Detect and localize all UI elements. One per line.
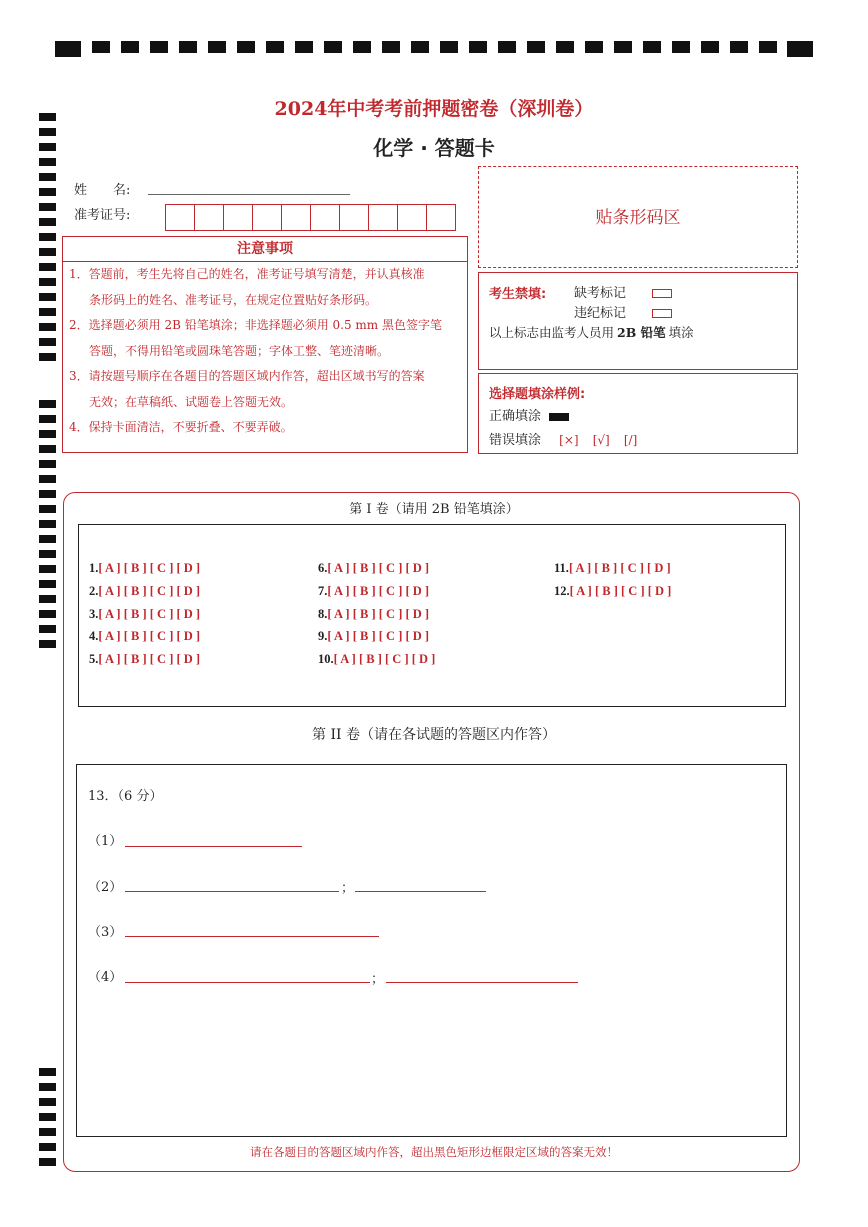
q13-sub1-answer-line[interactable] [125,846,302,847]
separator: ； [371,972,385,987]
mcq-row[interactable]: 3.[ A ] [ B ] [ C ] [ D ] [89,607,201,621]
name-field[interactable] [148,178,350,195]
part1-heading: 第 I 卷（请用 2B 铅笔填涂） [349,502,519,517]
exam-title: 2024年中考考前押题密卷（深圳卷） [274,98,594,120]
id-number-cells[interactable] [166,204,456,229]
absent-checkbox[interactable] [652,289,672,298]
correct-fill-label: 正确填涂 [489,409,542,424]
id-cell[interactable] [281,204,311,231]
forbidden-box [478,272,798,370]
mcq-row[interactable]: 11.[ A ] [ B ] [ C ] [ D ] [554,561,671,575]
q13-box [76,764,787,1137]
mcq-row[interactable]: 7.[ A ] [ B ] [ C ] [ D ] [318,584,430,598]
q13-sub4-answer-line-a[interactable] [125,982,370,983]
notice-item: 1．答题前，考生先将自己的姓名，准考证号填写清楚，并认真核准 [69,267,425,281]
notice-item: 无效；在草稿纸、试题卷上答题无效。 [89,394,294,409]
mcq-row[interactable]: 1.[ A ] [ B ] [ C ] [ D ] [89,561,201,575]
wrong-fill-label: 错误填涂 [489,433,542,448]
mcq-row[interactable]: 10.[ A ] [ B ] [ C ] [ D ] [318,652,436,666]
mcq-row[interactable]: 5.[ A ] [ B ] [ C ] [ D ] [89,652,201,666]
barcode-area [478,166,798,268]
mcq-row[interactable]: 8.[ A ] [ B ] [ C ] [ D ] [318,607,430,621]
correct-fill-mark [549,413,569,421]
violation-checkbox[interactable] [652,309,672,318]
id-cell[interactable] [426,204,456,231]
q13-label: 13．（6 分） [88,789,163,804]
notice-item: 条形码上的姓名、准考证号，在规定位置贴好条形码。 [89,292,378,307]
q13-sub2-label: （2） [88,880,123,895]
absent-label: 缺考标记 [574,286,627,301]
forbidden-note: 以上标志由监考人员用 2B 铅笔 填涂 [489,325,694,340]
mcq-row[interactable]: 9.[ A ] [ B ] [ C ] [ D ] [318,629,430,643]
footer-warning: 请在各题目的答题区域内作答，超出黑色矩形边框限定区域的答案无效！ [250,1145,618,1159]
id-label: 准考证号: [74,208,131,223]
name-label: 姓 名: [74,183,131,198]
notice-item: 3．请按题号顺序在各题目的答题区域内作答，超出区域书写的答案 [69,369,425,383]
id-cell[interactable] [165,204,195,231]
mcq-row[interactable]: 12.[ A ] [ B ] [ C ] [ D ] [554,584,672,598]
wrong-mark-cross: [×] [559,433,579,447]
separator: ； [341,881,355,896]
q13-sub1-label: （1） [88,834,123,849]
notice-item: 2．选择题必须用 2B 铅笔填涂；非选择题必须用 0.5 mm 黑色签字笔 [69,318,443,332]
forbidden-heading: 考生禁填: [489,287,547,302]
notice-item: 答题，不得用铅笔或圆珠笔答题；字体工整、笔迹清晰。 [89,343,390,358]
part2-heading: 第 II 卷（请在各试题的答题区内作答） [312,727,556,743]
id-cell[interactable] [368,204,398,231]
fill-sample-box [478,373,798,454]
mcq-row[interactable]: 6.[ A ] [ B ] [ C ] [ D ] [318,561,430,575]
barcode-label: 贴条形码区 [595,208,681,228]
id-cell[interactable] [310,204,340,231]
wrong-mark-slash: [/] [623,433,638,447]
notice-item: 4．保持卡面清洁，不要折叠、不要弄破。 [69,420,293,434]
id-cell[interactable] [397,204,427,231]
subject-label: 化学 · 答题卡 [373,136,495,160]
notice-body [62,260,468,453]
side-timing-marks-middle [39,400,56,655]
sample-heading: 选择题填涂样例: [489,387,586,402]
violation-label: 违纪标记 [574,306,627,321]
id-cell[interactable] [194,204,224,231]
q13-sub4-label: （4） [88,970,123,985]
mcq-row[interactable]: 2.[ A ] [ B ] [ C ] [ D ] [89,584,201,598]
q13-sub2-answer-line-a[interactable] [125,891,339,892]
notice-heading: 注意事项 [62,236,468,262]
id-cell[interactable] [339,204,369,231]
q13-sub3-answer-line[interactable] [125,936,379,937]
id-cell[interactable] [252,204,282,231]
q13-sub4-answer-line-b[interactable] [386,982,578,983]
id-cell[interactable] [223,204,253,231]
q13-sub2-answer-line-b[interactable] [355,891,486,892]
wrong-mark-check: [√] [592,433,610,447]
mcq-row[interactable]: 4.[ A ] [ B ] [ C ] [ D ] [89,629,201,643]
top-timing-marks [55,41,815,57]
q13-sub3-label: （3） [88,925,123,940]
